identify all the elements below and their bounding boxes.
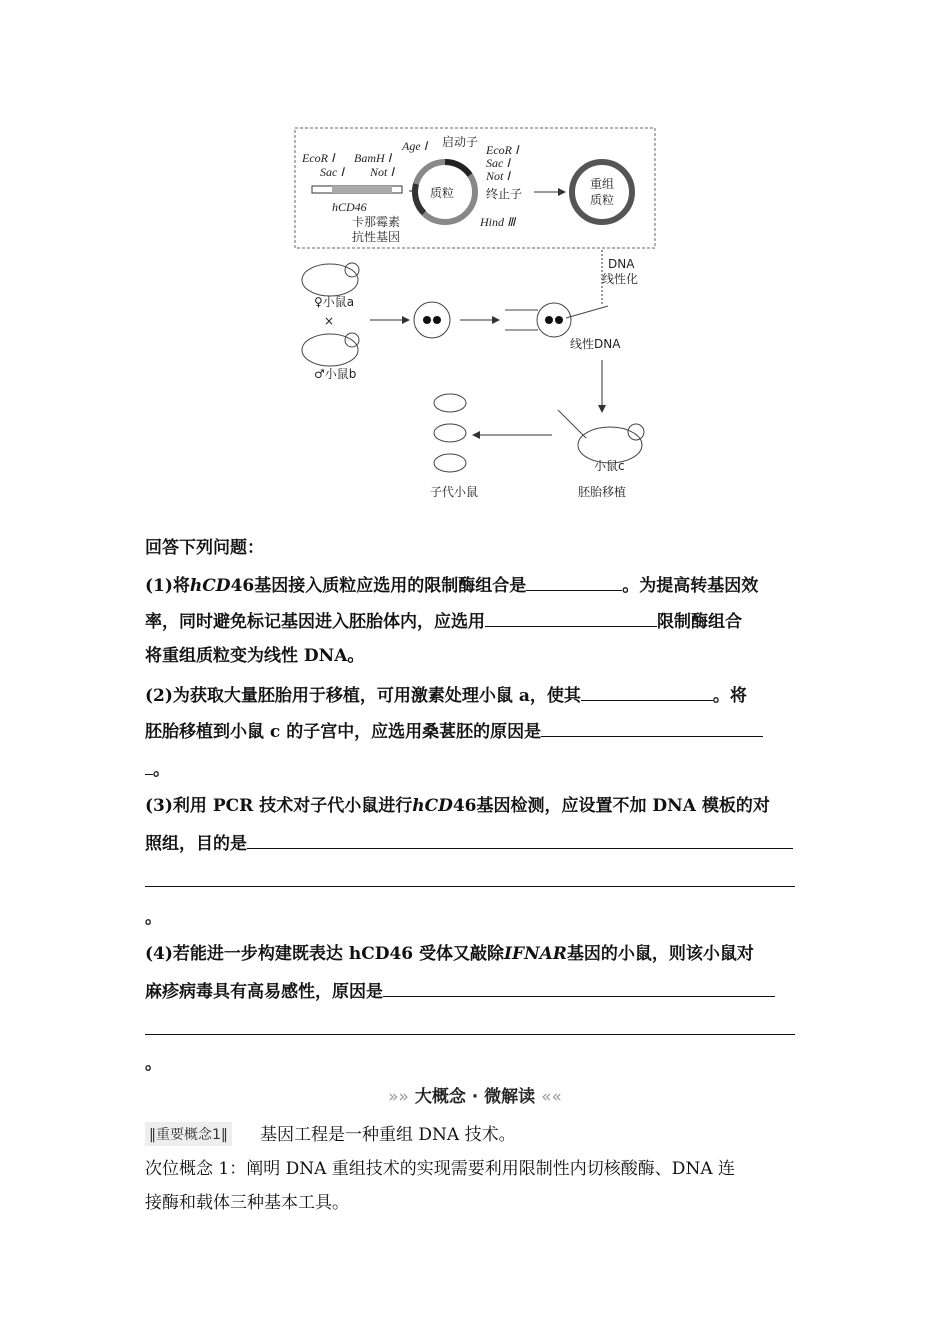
q3-line2 [145,830,793,856]
pronucleus-4 [555,316,563,324]
q3-gene: hCD [412,796,453,816]
q1-gene: hCD [189,576,231,596]
label-offspring: 子代小鼠 [430,485,479,499]
pronucleus-3 [545,316,553,324]
q2-text-a: (2)为获取大量胚胎用于移植，可用激素处理小鼠 a，使其 [145,686,581,706]
q2-text-c: 胚胎移植到小鼠 c 的子宫中，应选用桑葚胚的原因是 [145,722,542,742]
q4-blank-2[interactable] [145,1016,795,1035]
injected-zygote-icon [537,303,571,337]
gene-fragment-core [332,186,392,193]
q2-text-d: 。 [153,760,170,780]
q3-blank-2[interactable] [145,868,795,887]
label-not-right: Not Ⅰ [486,169,510,183]
q1-line3: 将重组质粒变为线性 DNA。 [145,646,365,666]
q1-text-a: (1)将 [145,576,190,596]
mouse-b-icon [302,334,358,366]
q1-text-d: 率，同时避免标记基因进入胚胎体内，应选用 [145,612,485,632]
zygote-icon [414,302,450,338]
q2-line3 [145,756,170,782]
label-hind: Hind Ⅲ [480,215,516,229]
kanamycin-segment [415,184,424,213]
q4-line1 [145,942,754,966]
q1-blank-1[interactable] [526,572,622,591]
mouse-c-head-icon [628,424,644,440]
label-bamh: BamH Ⅰ [354,151,392,165]
arrowhead-injection [492,316,500,324]
pronucleus-2 [433,316,441,324]
intro-line: 回答下列问题： [145,538,264,558]
q1-blank-2[interactable] [485,608,657,627]
label-transfer: 胚胎移植 [578,485,627,499]
arrowhead [558,188,566,196]
label-ecor-right: EcoR Ⅰ [486,143,519,157]
offspring-mouse-2-icon [434,424,466,442]
transfer-pipette [558,410,586,438]
recombinant-plasmid [572,162,632,222]
label-linear-dna: 线性DNA [570,337,621,351]
q3-gene-num: 46 [452,796,477,816]
offspring-mouse-1-icon [434,394,466,412]
offspring-mouse-3-icon [434,454,466,472]
q3-text-b: 基因检测，应设置不加 DNA 模板的对 [476,796,770,816]
q1-text-c: 。为提高转基因效 [622,576,759,596]
q2-text-b: 。将 [712,686,747,706]
label-mouse-b: ♂小鼠b [314,367,357,381]
injection-needle [566,306,608,318]
pronucleus-1 [423,316,431,324]
label-linearize: 线性化 [602,272,639,286]
mouse-a-icon [302,264,358,296]
label-recomb-1: 重组 [590,177,615,191]
section-title [0,1082,950,1107]
arrowhead-zygote [402,316,410,324]
arrowhead-offspring [472,431,480,439]
label-plasmid: 质粒 [430,186,455,200]
q1-line2 [145,608,742,634]
hcd46-transgenic-mouse-diagram [290,120,670,510]
q3-line3 [145,868,795,894]
q4-line3 [145,1016,795,1042]
label-not-left: Not Ⅰ [370,165,394,179]
q4-line4: 。 [145,1054,162,1074]
label-kan-1: 卡那霉素 [352,215,401,229]
q3-line4: 。 [145,908,162,928]
label-kan-2: 抗性基因 [352,230,401,244]
promoter-segment [445,162,470,175]
q4-text-b: 基因的小鼠，则该小鼠对 [566,944,754,964]
label-terminator: 终止子 [486,187,523,201]
q4-gene: IFNAR [504,944,567,964]
label-sac-left: Sac Ⅰ [320,165,344,179]
cross-sign: × [324,314,335,328]
label-recomb-2: 质粒 [590,193,615,207]
sub-concept-line2: 接酶和载体三种基本工具。 [145,1193,349,1213]
q1-text-b: 基因接入质粒应选用的限制酶组合是 [254,576,527,596]
q2-blank-1[interactable] [581,682,713,701]
q1-gene-num: 46 [230,576,255,596]
q3-line1 [145,794,770,818]
plus-sign: + [408,184,419,198]
section-title-text: 大概念 · 微解读 [414,1087,536,1107]
label-ecor-left: EcoR Ⅰ [302,151,335,165]
mouse-c-icon [578,427,642,463]
q3-blank-1[interactable] [247,830,793,849]
q4-text-a: (4)若能进一步构建既表达 hCD46 受体又敲除 [145,944,505,964]
sub-concept-line1: 次位概念 1：阐明 DNA 重组技术的实现需要利用限制性内切核酸酶、DNA 连 [145,1159,735,1179]
concept-tag: ‖重要概念1‖ [145,1122,232,1146]
q4-line2 [145,978,775,1004]
q2-blank-2[interactable] [541,718,763,737]
q2-line1 [145,682,747,708]
left-chevrons: »» [388,1087,409,1107]
concept-text: 基因工程是一种重组 DNA 技术。 [260,1125,516,1145]
q1-text-e: 限制酶组合 [657,612,742,632]
diagram-svg [290,120,670,510]
right-chevrons: «« [541,1087,562,1107]
q4-blank-1[interactable] [383,978,775,997]
label-sac-right: Sac Ⅰ [486,156,510,170]
arrowhead-down [598,405,606,413]
q2-blank-2-cont[interactable] [145,756,153,775]
q1-line1 [145,572,758,598]
q2-line2 [145,718,763,744]
label-age: Age Ⅰ [402,139,428,153]
q3-text-a: (3)利用 PCR 技术对子代小鼠进行 [145,796,413,816]
label-dna: DNA [608,257,635,271]
q4-text-c: 麻疹病毒具有高易感性，原因是 [145,982,383,1002]
sub-concept [145,1152,807,1220]
label-gene: hCD46 [332,200,367,214]
label-mouse-a: ♀小鼠a [314,295,355,309]
label-promoter: 启动子 [442,135,479,149]
q3-text-c: 照组，目的是 [145,834,247,854]
label-mouse-c: 小鼠c [594,459,625,473]
